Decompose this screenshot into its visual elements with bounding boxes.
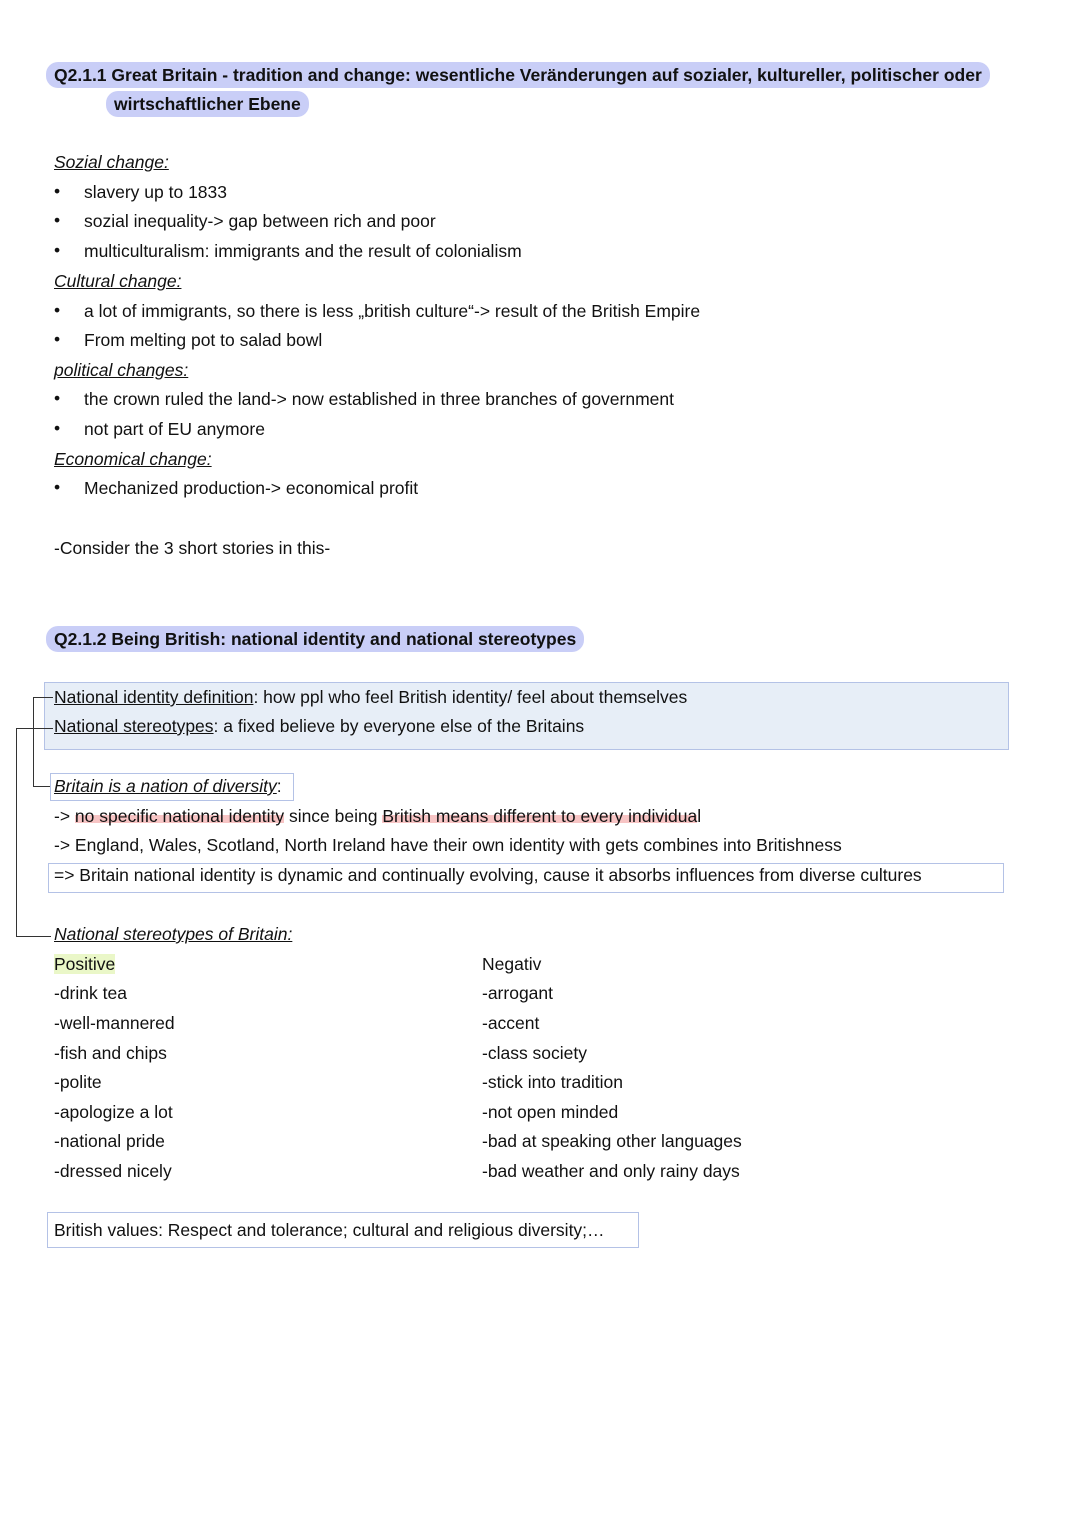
connector-line [33, 786, 51, 787]
positive-header-text: Positive [54, 954, 116, 974]
negative-item: -not open minded [482, 1102, 619, 1122]
list-item: Mechanized production-> economical profit [84, 478, 419, 498]
connector-line [33, 697, 34, 787]
connector-line [16, 728, 53, 729]
section1-heading-line1: Q2.1.1 Great Britain - tradition and change: wesentliche Veränderungen auf sozialer, kultureller, politischer oder [46, 62, 990, 88]
stereotype-text: : a fixed believe by everyone else of the Britains [213, 716, 585, 736]
bullet-icon: • [54, 181, 61, 201]
diversity-title [54, 775, 282, 797]
section1-heading [46, 62, 990, 88]
bullet-icon: • [54, 300, 61, 320]
list-item: multiculturalism: immigrants and the result of colonialism [84, 241, 522, 261]
british-values: British values: Respect and tolerance; cultural and religious diversity;… [54, 1220, 605, 1240]
positive-item: -well-mannered [54, 1013, 175, 1033]
section1-heading-cont [106, 91, 309, 117]
economical-change-label: Economical change: [54, 449, 212, 469]
negative-item: -arrogant [482, 983, 554, 1003]
negative-header: Negativ [482, 954, 542, 974]
negative-item: -bad weather and only rainy days [482, 1161, 740, 1181]
diversity-line1-highlight2: British means different to every individua [382, 806, 698, 826]
social-change-label: Sozial change: [54, 152, 169, 172]
list-item: From melting pot to salad bowl [84, 330, 323, 350]
bullet-icon: • [54, 240, 61, 260]
diversity-title-colon: : [276, 776, 282, 796]
negative-item: -bad at speaking other languages [482, 1131, 742, 1151]
stereotypes-title: National stereotypes of Britain: [54, 924, 293, 944]
negative-item: -accent [482, 1013, 540, 1033]
identity-text: : how ppl who feel British identity/ feel about themselves [253, 687, 688, 707]
consider-note: -Consider the 3 short stories in this- [54, 538, 331, 558]
stereotype-term: National stereotypes [54, 716, 214, 736]
negative-item: -stick into tradition [482, 1072, 624, 1092]
bullet-icon: • [54, 329, 61, 349]
positive-item: -fish and chips [54, 1043, 167, 1063]
positive-item: -polite [54, 1072, 102, 1092]
negative-item: -class society [482, 1043, 588, 1063]
section1-heading-line2: wirtschaftlicher Ebene [106, 91, 309, 117]
positive-item: -drink tea [54, 983, 127, 1003]
diversity-line2: -> England, Wales, Scotland, North Ireland have their own identity with gets combines into Britishness [54, 835, 842, 855]
section2-heading [46, 626, 584, 652]
identity-term: National identity definition [54, 687, 254, 707]
stereotype-definition [54, 715, 584, 737]
section2-heading-text: Q2.1.2 Being British: national identity and national stereotypes [46, 626, 584, 652]
connector-line [16, 936, 51, 937]
positive-header [54, 953, 115, 975]
diversity-line1 [54, 805, 701, 827]
diversity-line1-prefix: -> [54, 806, 75, 826]
connector-line [16, 728, 17, 937]
diversity-line1-end: l [697, 806, 702, 826]
bullet-icon: • [54, 477, 61, 497]
positive-item: -dressed nicely [54, 1161, 172, 1181]
identity-definition [54, 686, 687, 708]
political-change-label: political changes: [54, 360, 189, 380]
cultural-change-label: Cultural change: [54, 271, 182, 291]
positive-item: -apologize a lot [54, 1102, 173, 1122]
positive-item: -national pride [54, 1131, 165, 1151]
diversity-title-text: Britain is a nation of diversity [54, 776, 277, 796]
list-item: a lot of immigrants, so there is less „british culture“-> result of the British Empire [84, 301, 701, 321]
diversity-conclusion: => Britain national identity is dynamic and continually evolving, cause it absorbs influences from diverse cultures [54, 865, 922, 885]
diversity-line1-highlight1: no specific national identity [74, 806, 285, 826]
bullet-icon: • [54, 388, 61, 408]
list-item: sozial inequality-> gap between rich and poor [84, 211, 436, 231]
list-item: not part of EU anymore [84, 419, 265, 439]
list-item: the crown ruled the land-> now established in three branches of government [84, 389, 675, 409]
connector-line [33, 697, 53, 698]
diversity-line1-mid: since being [284, 806, 383, 826]
bullet-icon: • [54, 210, 61, 230]
bullet-icon: • [54, 418, 61, 438]
list-item: slavery up to 1833 [84, 182, 228, 202]
